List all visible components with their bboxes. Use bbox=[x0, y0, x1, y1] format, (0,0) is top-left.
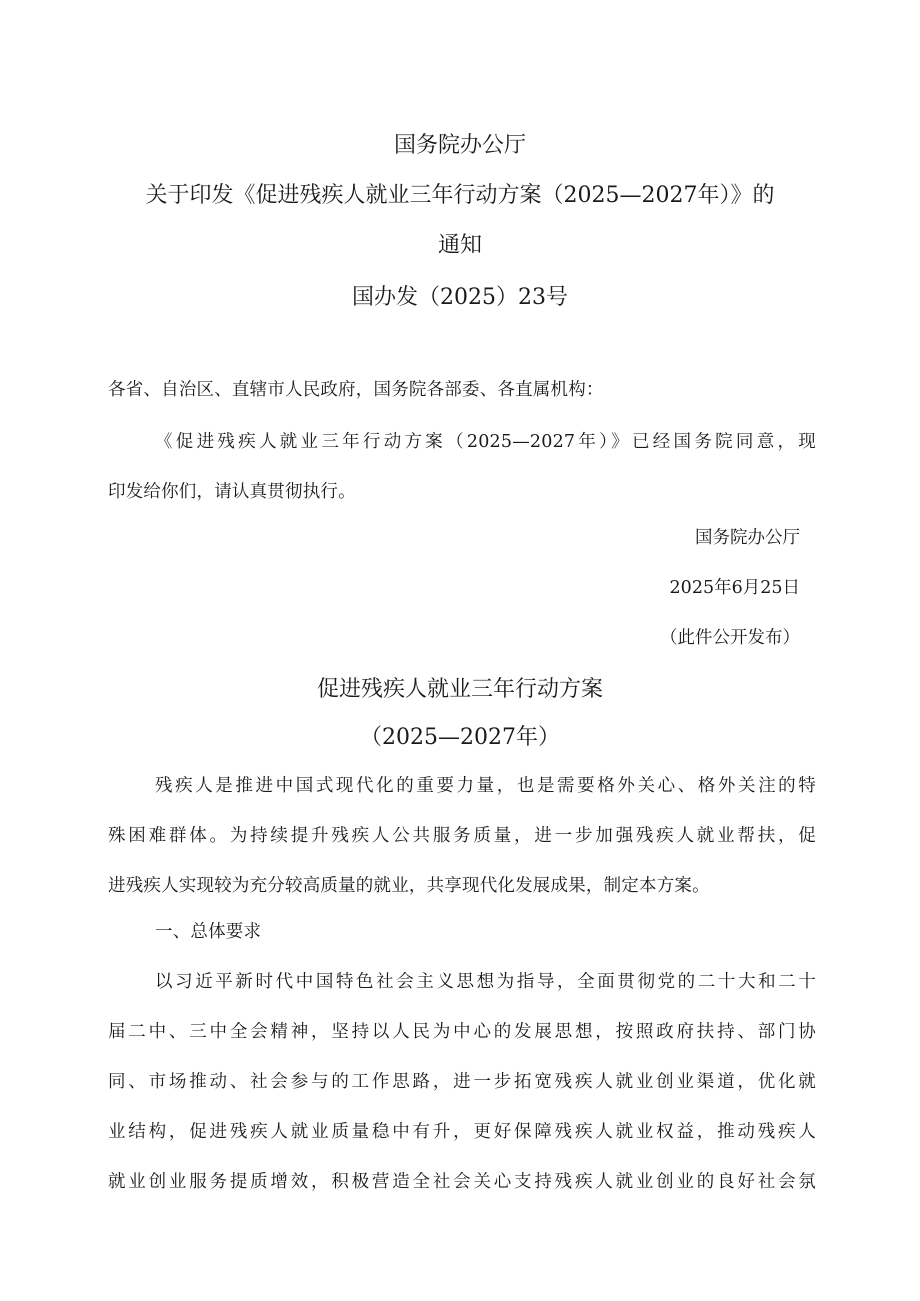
plan-title: 促进残疾人就业三年行动方案 bbox=[316, 677, 603, 702]
section-1-line-1: 以习近平新时代中国特色社会主义思想为指导，全面贯彻党的二十大和二十 bbox=[155, 972, 816, 992]
notice-title-line-2: 通知 bbox=[437, 233, 482, 258]
section-1-line-4: 业结构，促进残疾人就业质量稳中有升，更好保障残疾人就业权益，推动残疾人 bbox=[108, 1122, 816, 1142]
section-1-line-2: 届二中、三中全会精神，坚持以人民为中心的发展思想，按照政府扶持、部门协 bbox=[108, 1022, 816, 1042]
notice-title-line-1: 关于印发《促进残疾人就业三年行动方案（2025—2027年）》的 bbox=[145, 183, 775, 208]
signature: 国务院办公厅 bbox=[695, 528, 800, 548]
intro-line-1: 残疾人是推进中国式现代化的重要力量，也是需要格外关心、格外关注的特 bbox=[155, 776, 816, 796]
plan-subtitle: （2025—2027年） bbox=[360, 725, 560, 750]
section-1-heading: 一、总体要求 bbox=[155, 922, 262, 942]
addressee: 各省、自治区、直辖市人民政府，国务院各部委、各直属机构： bbox=[108, 380, 604, 400]
section-1-line-3: 同、市场推动、社会参与的工作思路，进一步拓宽残疾人就业创业渠道，优化就 bbox=[108, 1072, 816, 1092]
document-number: 国办发（2025）23号 bbox=[352, 285, 568, 310]
issuer-heading: 国务院办公厅 bbox=[393, 133, 526, 158]
intro-line-2: 殊困难群体。为持续提升残疾人公共服务质量，进一步加强残疾人就业帮扶，促 bbox=[108, 826, 816, 846]
release-note: （此件公开发布） bbox=[660, 628, 800, 648]
intro-line-3: 进残疾人实现较为充分较高质量的就业，共享现代化发展成果，制定本方案。 bbox=[108, 876, 710, 896]
notice-body-line-1: 《促进残疾人就业三年行动方案（2025—2027年）》已经国务院同意，现 bbox=[155, 432, 816, 452]
issue-date: 2025年6月25日 bbox=[669, 578, 800, 598]
notice-body-line-2: 印发给你们，请认真贯彻执行。 bbox=[108, 482, 356, 502]
section-1-line-5: 就业创业服务提质增效，积极营造全社会关心支持残疾人就业创业的良好社会氛 bbox=[108, 1172, 816, 1192]
